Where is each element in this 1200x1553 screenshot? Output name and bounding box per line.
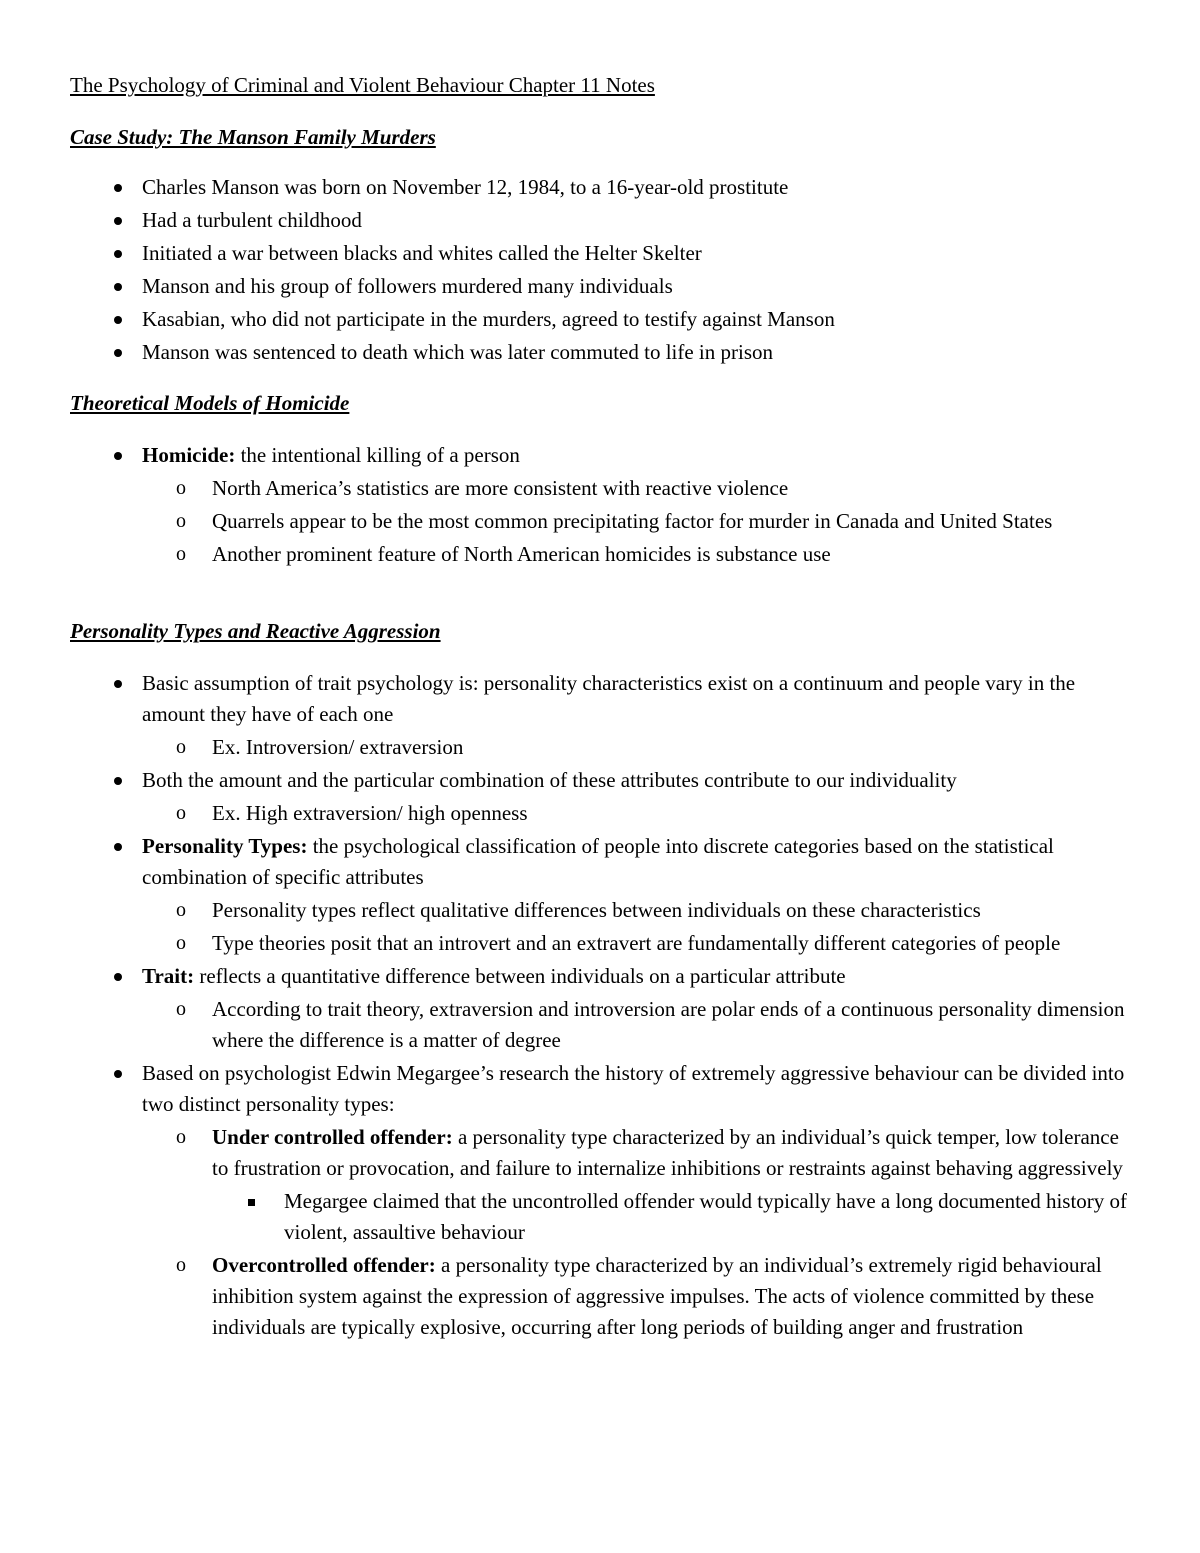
list-item: o North America’s statistics are more consistent with reactive violence (70, 473, 1135, 504)
bullet-icon (114, 250, 122, 258)
bullet-icon (114, 283, 122, 291)
list-item: Based on psychologist Edwin Megargee’s research the history of extremely aggressive behaviour can be divided into two distinct personality types: (70, 1058, 1135, 1120)
list-item: o Under controlled offender: a personality type characterized by an individual’s quick temper, low tolerance to frustration or provocation, and failure to internalize inhibitions or restraints against behaving aggressively (70, 1122, 1135, 1184)
list-item: o Quarrels appear to be the most common precipitating factor for murder in Canada and United States (70, 506, 1135, 537)
list-item: Trait: reflects a quantitative difference between individuals on a particular attribute (70, 961, 1135, 992)
term-under-controlled: Under controlled offender: (212, 1125, 453, 1149)
hollow-bullet-icon: o (176, 1126, 186, 1148)
hollow-bullet-icon: o (176, 736, 186, 758)
list-item: o Overcontrolled offender: a personality type characterized by an individual’s extremely rigid behavioural inhibition system against the expression of aggressive impulses. The acts of violence committed by these individuals are typically explosive, occurring after long periods of building anger and frustration (70, 1250, 1135, 1343)
list-item: Charles Manson was born on November 12, 1984, to a 16-year-old prostitute (70, 172, 1135, 203)
bullet-icon (114, 452, 122, 460)
list-item: o Another prominent feature of North American homicides is substance use (70, 539, 1135, 570)
list-item: Personality Types: the psychological classification of people into discrete categories based on the statistical combination of specific attributes (70, 831, 1135, 893)
list-item: Manson was sentenced to death which was later commuted to life in prison (70, 337, 1135, 368)
list-item: o According to trait theory, extraversion and introversion are polar ends of a continuous personality dimension where the difference is a matter of degree (70, 994, 1135, 1056)
term-trait: Trait: (142, 964, 195, 988)
case-study-list (70, 172, 1135, 370)
list-item: Initiated a war between blacks and whites called the Helter Skelter (70, 238, 1135, 269)
bullet-icon (114, 349, 122, 357)
hollow-bullet-icon: o (176, 899, 186, 921)
bullet-icon (114, 316, 122, 324)
section-heading-personality-types: Personality Types and Reactive Aggression (70, 619, 441, 643)
list-item: o Ex. High extraversion/ high openness (70, 798, 1135, 829)
list-item: o Personality types reflect qualitative differences between individuals on these characteristics (70, 895, 1135, 926)
document-title: The Psychology of Criminal and Violent Behaviour Chapter 11 Notes (70, 73, 655, 97)
list-item: Had a turbulent childhood (70, 205, 1135, 236)
bullet-icon (114, 217, 122, 225)
bullet-icon (114, 184, 122, 192)
hollow-bullet-icon: o (176, 477, 186, 499)
hollow-bullet-icon: o (176, 510, 186, 532)
list-item: Both the amount and the particular combination of these attributes contribute to our individuality (70, 765, 1135, 796)
hollow-bullet-icon: o (176, 543, 186, 565)
list-item: Homicide: the intentional killing of a person (70, 440, 1135, 471)
term-overcontrolled: Overcontrolled offender: (212, 1253, 436, 1277)
term-homicide: Homicide: (142, 443, 236, 467)
square-bullet-icon (248, 1199, 255, 1206)
hollow-bullet-icon: o (176, 932, 186, 954)
bullet-icon (114, 843, 122, 851)
list-item: Kasabian, who did not participate in the murders, agreed to testify against Manson (70, 304, 1135, 335)
hollow-bullet-icon: o (176, 802, 186, 824)
list-item: o Type theories posit that an introvert and an extravert are fundamentally different categories of people (70, 928, 1135, 959)
list-item: o Ex. Introversion/ extraversion (70, 732, 1135, 763)
bullet-icon (114, 777, 122, 785)
term-personality-types: Personality Types: (142, 834, 308, 858)
section-heading-case-study: Case Study: The Manson Family Murders (70, 125, 436, 149)
homicide-list (70, 440, 1135, 572)
list-item: Megargee claimed that the uncontrolled offender would typically have a long documented history of violent, assaultive behaviour (70, 1186, 1135, 1248)
section-heading-theoretical-models: Theoretical Models of Homicide (70, 391, 350, 415)
list-item: Manson and his group of followers murdered many individuals (70, 271, 1135, 302)
personality-list (70, 668, 1135, 1345)
hollow-bullet-icon: o (176, 998, 186, 1020)
bullet-icon (114, 1070, 122, 1078)
bullet-icon (114, 973, 122, 981)
bullet-icon (114, 680, 122, 688)
list-item: Basic assumption of trait psychology is: personality characteristics exist on a continuum and people vary in the amount they have of each one (70, 668, 1135, 730)
hollow-bullet-icon: o (176, 1254, 186, 1276)
